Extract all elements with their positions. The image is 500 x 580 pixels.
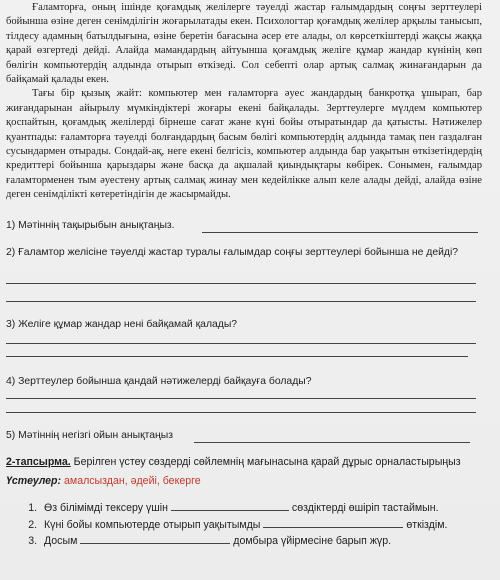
answer-line-3b[interactable] xyxy=(6,356,468,357)
item-2-blank[interactable] xyxy=(263,526,403,528)
adverbs-list: амалсыздан, әдейі, бекерге xyxy=(64,475,201,487)
answer-line-2b[interactable] xyxy=(6,301,476,302)
task-2-item-1 xyxy=(40,500,490,517)
item-1-pre: Өз білімімді тексеру үшін xyxy=(44,502,168,514)
question-5 xyxy=(6,429,482,443)
answer-line-3a[interactable] xyxy=(6,343,476,344)
passage-paragraph-1: Ғаламторға, оның ішінде қоғамдық желілерге тәуелді жастар ғалымдардың соңғы зерттеулері бойынша өзіне деген сенімділігін жоғарылатады екен. Психологтар қоғамдық желілер арқылы танысып, тілдесу адамның батылдығына, өзіне беретін бағасына әсер ете алады, ол көрсеткіштерді жақсы жаққа қарай өзгертеді дейді. Алайда мамандардың айтуынша қоғамдық желіге құмар жандар күнінің көп бөлігін компьютердің алдында отырып өткізеді. Сол себепті олар артық салмақ жинағандарын да байқамай қалады екен. xyxy=(6,2,482,86)
question-2-text: 2) Ғаламтор желісіне тәуелді жастар туралы ғалымдар соңғы зерттеулері бойынша не дейді? xyxy=(6,247,459,258)
answer-line-4b[interactable] xyxy=(6,412,476,413)
item-2-post: өткіздім. xyxy=(406,518,448,531)
adverbs-row xyxy=(6,475,201,487)
task-2-item-2 xyxy=(40,517,490,534)
item-1-post: сөздіктерді өшіріп тастаймын. xyxy=(291,502,439,514)
task-2-heading xyxy=(6,456,486,468)
item-3-blank[interactable] xyxy=(80,542,230,544)
reading-passage xyxy=(6,1,482,203)
question-5-text: 5) Мәтіннің негізгі ойын анықтаңыз xyxy=(6,430,174,441)
question-4 xyxy=(6,375,482,389)
question-1-text: 1) Мәтіннің тақырыбын анықтаңыз. xyxy=(6,220,175,231)
question-4-text: 4) Зерттеулер бойынша қандай нәтижелерді байқауға болады? xyxy=(6,376,312,387)
passage-paragraph-2: Тағы бір қызық жайт: компьютер мен ғаламторға әуес жандардың банкротқа ұшырап, бар жиғандарынан айырылу мүмкіндіктері жоғары екені байқалады. Зерттеулерге мүлдем компьютер қоспайтын, қоғамдық желілерді бірнеше сағат және күні бойы отыратындар да қатысты. Нәтижелер қуантпады: ғаламторға тәуелді болғандардың басым бөлігі компьютердің алдында тамақ пен газдалған сусындармен отырады. Сондай-ақ, неге екені белгісіз, компьютер алдында бар уақытын өткізетіндердің кредиттері бойынша қарыздары және басқа да ақшалай қиындықтары көбірек. Сонымен, ғалымдар ғаламторменен тым әуестену артық салмақ жинау мен кедейлікке алып келе алады дейді, алайда өзіне деген сенімділікті көтеретіндігін де жасырмайды. xyxy=(6,88,482,201)
task-2-label: 2-тапсырма. xyxy=(6,456,71,468)
question-2 xyxy=(6,246,482,260)
answer-line-1[interactable] xyxy=(202,232,478,233)
question-3 xyxy=(6,318,482,332)
task-2-items xyxy=(20,500,490,550)
adverbs-label: Үстеулер: xyxy=(6,475,62,487)
item-3-pre: Досым xyxy=(44,535,78,547)
item-1-blank[interactable] xyxy=(171,509,289,511)
task-2-instruction: Берілген үстеу сөздерді сөйлемнің мағынасына қарай дұрыс орналастырыңыз xyxy=(73,456,461,468)
answer-line-4a[interactable] xyxy=(6,398,476,399)
question-3-text: 3) Желіге құмар жандар нені байқамай қалады? xyxy=(6,319,238,330)
task-2-item-3 xyxy=(40,533,490,550)
answer-line-2a[interactable] xyxy=(6,283,476,284)
question-1 xyxy=(6,219,482,233)
item-2-pre: Күні бойы компьютерде отырып уақытымды xyxy=(44,518,261,531)
item-3-post: домбыра үйірмесіне барып жүр. xyxy=(233,535,392,547)
answer-line-5[interactable] xyxy=(194,442,470,443)
